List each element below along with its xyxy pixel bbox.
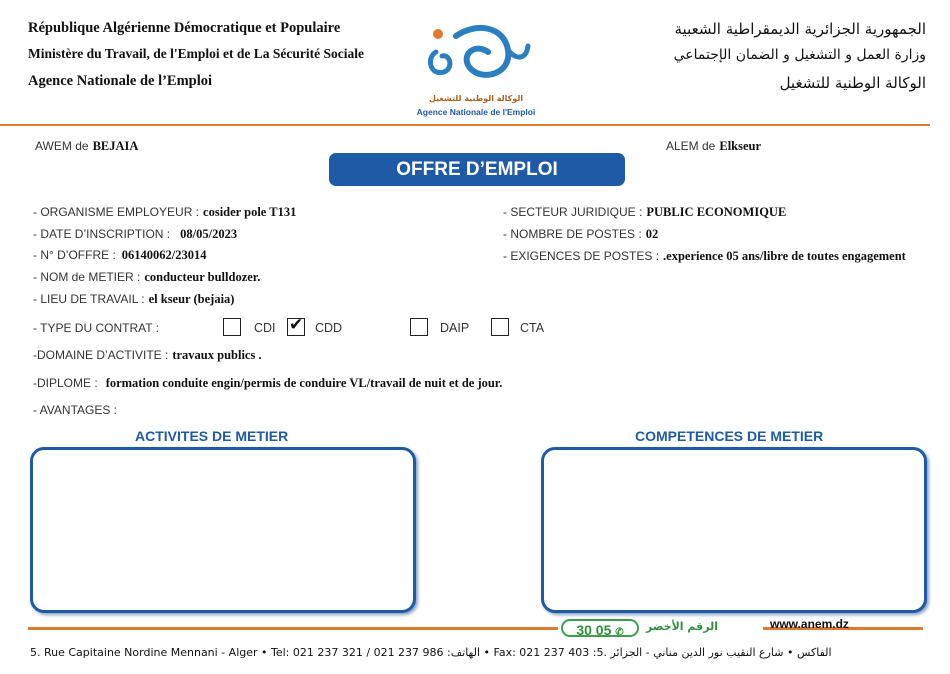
benefits-label: - AVANTAGES : [33, 403, 118, 417]
checkbox-cdd[interactable] [287, 315, 305, 336]
employer-value: cosider pole T131 [203, 205, 297, 219]
place-value: el kseur (bejaia) [148, 292, 235, 306]
checkbox-label-cdi: CDI [254, 321, 276, 335]
header-ar-line2: وزارة العمل و التشغيل و الضمان الإجتماعي [673, 47, 926, 63]
check-mark-icon: ✔ [289, 315, 304, 335]
awem-field [35, 139, 138, 154]
domain-value: travaux publics . [172, 348, 262, 362]
posts-label: - NOMBRE DE POSTES : [503, 227, 642, 241]
sector-value: PUBLIC ECONOMIQUE [646, 205, 787, 219]
header-divider [0, 124, 930, 126]
activities-panel[interactable] [30, 447, 416, 613]
requirements-field [503, 249, 906, 264]
green-number: 30 05 [576, 622, 612, 638]
offer-title: OFFRE D’EMPLOI [329, 153, 625, 186]
employer-label: - ORGANISME EMPLOYEUR : [33, 205, 200, 219]
header-fr-line2: Ministère du Travail, de l'Emploi et de La Sécurité Sociale [28, 46, 364, 61]
checkbox-label-daip: DAIP [440, 321, 470, 335]
date-value: 08/05/2023 [180, 227, 238, 241]
job-value: conducteur bulldozer. [144, 270, 261, 284]
offer-number-label: - N° D’OFFRE : [33, 248, 116, 262]
alem-field [666, 139, 761, 154]
alem-label: ALEM de [666, 139, 716, 153]
date-field [33, 227, 237, 242]
job-field [33, 270, 260, 285]
checkbox-cdi[interactable] [223, 318, 241, 336]
phone-icon: ✆ [615, 627, 624, 638]
checkbox-cta[interactable] [491, 318, 509, 336]
checkbox-label-cta: CTA [520, 321, 545, 335]
domain-label: -DOMAINE D’ACTIVITE : [33, 348, 169, 362]
activities-title: ACTIVITES DE METIER [135, 428, 289, 444]
awem-label: AWEM de [35, 139, 89, 153]
sector-label: - SECTEUR JURIDIQUE : [503, 205, 643, 219]
checkbox-label-cdd: CDD [315, 321, 343, 335]
sector-field [503, 205, 786, 220]
header-fr-line3: Agence Nationale de l’Emploi [28, 73, 213, 89]
competences-panel[interactable] [541, 447, 927, 613]
logo-french-text: Agence Nationale de l'Emploi [416, 107, 536, 117]
requirements-value: .experience 05 ans/libre de toutes engagement [663, 249, 906, 263]
posts-field [503, 227, 658, 242]
awem-value: BEJAIA [92, 139, 139, 153]
checkbox-daip[interactable] [410, 318, 428, 336]
domain-field [33, 348, 262, 363]
alem-value: Elkseur [719, 139, 762, 153]
competences-title: COMPETENCES DE METIER [635, 428, 824, 444]
header-fr-line1: République Algérienne Démocratique et Populaire [28, 20, 341, 36]
requirements-label: - EXIGENCES DE POSTES : [503, 249, 660, 263]
logo-arabic-text: الوكالة الوطنية للتشغيل [428, 94, 524, 103]
anem-logo [416, 16, 536, 120]
green-number-label: الرقم الأخضر [646, 620, 718, 633]
footer-rule-left [28, 627, 558, 630]
place-field [33, 292, 234, 307]
posts-value: 02 [645, 227, 659, 241]
offer-number-field [33, 248, 207, 263]
anem-logo-mark [416, 16, 536, 96]
green-number-badge [561, 619, 639, 637]
diploma-label: -DIPLOME : [33, 376, 98, 390]
employer-field [33, 205, 296, 220]
contract-label: - TYPE DU CONTRAT : [33, 321, 160, 335]
place-label: - LIEU DE TRAVAIL : [33, 292, 145, 306]
job-label: - NOM de METIER : [33, 270, 141, 284]
header-ar-line3: الوكالة الوطنية للتشغيل [779, 74, 926, 92]
header-ar-line1: الجمهورية الجزائرية الديمقراطية الشعبية [674, 20, 926, 38]
diploma-field [33, 376, 502, 391]
footer-address: 5. Rue Capitaine Nordine Mennani - Alger • Tel: 021 237 321 / 021 237 986 :الهاتف • Fax: 021 237 403 :الفاكس • شارع النقيب نور الدين مناني - الجزائر .5 [30, 646, 832, 659]
website-link[interactable]: www.anem.dz [770, 617, 849, 631]
offer-number-value: 06140062/23014 [121, 248, 207, 262]
date-label: - DATE D’INSCRIPTION : [33, 227, 171, 241]
diploma-value: formation conduite engin/permis de conduire VL/travail de nuit et de jour. [105, 376, 503, 390]
